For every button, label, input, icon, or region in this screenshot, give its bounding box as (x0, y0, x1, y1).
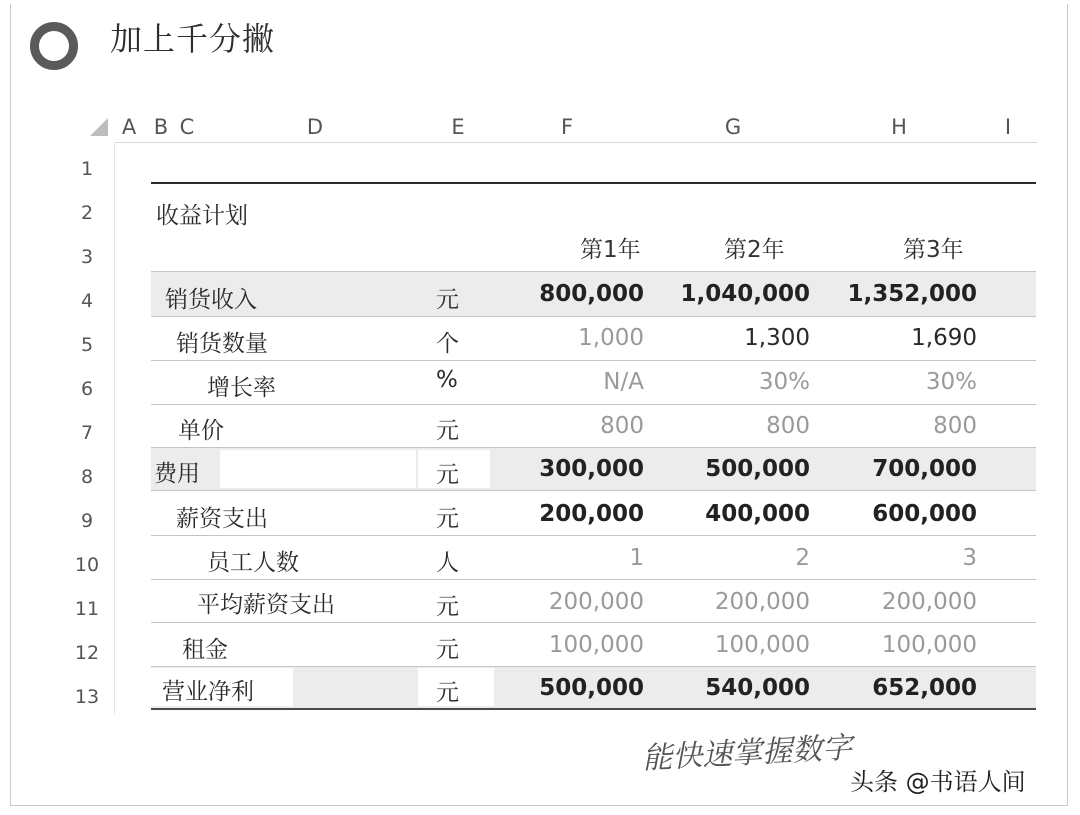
row-unit[interactable]: 元 (436, 594, 459, 620)
page-title: 加上千分撇 (110, 20, 276, 58)
row-number[interactable]: 5 (80, 334, 94, 356)
row-label[interactable]: 销货收入 (165, 287, 257, 313)
value-cell[interactable]: 2 (795, 545, 810, 571)
column-header-g[interactable]: G (724, 115, 742, 139)
row-unit[interactable]: % (436, 367, 458, 393)
value-cell[interactable]: N/A (603, 369, 644, 395)
value-cell[interactable]: 800,000 (539, 281, 644, 307)
ring-icon (30, 22, 78, 70)
row-border (151, 666, 1036, 667)
year-header-3[interactable]: 第3年 (903, 237, 964, 263)
row-number[interactable]: 10 (74, 554, 100, 576)
row-number[interactable]: 12 (74, 642, 100, 664)
row-label[interactable]: 销货数量 (176, 331, 268, 357)
row-border (151, 490, 1036, 491)
value-cell[interactable]: 500,000 (539, 675, 644, 701)
value-cell[interactable]: 100,000 (714, 632, 810, 658)
row-unit[interactable]: 元 (436, 462, 459, 488)
value-cell[interactable]: 200,000 (539, 501, 644, 527)
row-number[interactable]: 7 (80, 422, 94, 444)
table-title[interactable]: 收益计划 (156, 203, 248, 229)
row-border (151, 271, 1036, 272)
column-header-c[interactable]: C (179, 115, 195, 139)
column-header-a[interactable]: A (121, 115, 137, 139)
value-cell[interactable]: 200,000 (714, 589, 810, 615)
table-bottom-border (151, 708, 1036, 710)
value-cell[interactable]: 1 (629, 545, 644, 571)
value-cell[interactable]: 300,000 (539, 456, 644, 482)
column-header-b[interactable]: B (153, 115, 169, 139)
value-cell[interactable]: 1,040,000 (680, 281, 810, 307)
row-border (151, 360, 1036, 361)
column-header-f[interactable]: F (560, 115, 574, 139)
row-number[interactable]: 3 (80, 246, 94, 268)
row-label[interactable]: 增长率 (207, 375, 276, 401)
row-number[interactable]: 8 (80, 466, 94, 488)
row-number[interactable]: 11 (74, 598, 100, 620)
value-cell[interactable]: 800 (600, 413, 644, 439)
column-header-d[interactable]: D (306, 115, 324, 139)
row-number[interactable]: 1 (80, 158, 94, 180)
value-cell[interactable]: 30% (925, 369, 977, 395)
value-cell[interactable]: 540,000 (705, 675, 810, 701)
row-number-divider (114, 142, 115, 714)
row-label[interactable]: 平均薪资支出 (197, 592, 335, 618)
row-unit[interactable]: 元 (436, 637, 459, 663)
value-cell[interactable]: 400,000 (705, 501, 810, 527)
value-cell[interactable]: 100,000 (881, 632, 977, 658)
row-border (151, 316, 1036, 317)
row-number[interactable]: 13 (74, 686, 100, 708)
row-label[interactable]: 租金 (182, 637, 228, 663)
value-cell[interactable]: 30% (758, 369, 810, 395)
row-border (151, 622, 1036, 623)
value-cell[interactable]: 1,000 (578, 325, 644, 351)
value-cell[interactable]: 3 (962, 545, 977, 571)
select-all-corner[interactable] (90, 118, 108, 136)
row-unit[interactable]: 个 (436, 331, 459, 357)
row-border (151, 579, 1036, 580)
row-label[interactable]: 营业净利 (162, 679, 254, 705)
row-label[interactable]: 费用 (154, 461, 200, 487)
row-unit[interactable]: 人 (436, 550, 459, 576)
row-label[interactable]: 薪资支出 (176, 506, 268, 532)
column-header-e[interactable]: E (451, 115, 465, 139)
column-header-i[interactable]: I (1004, 115, 1012, 139)
row-border (151, 404, 1036, 405)
row-unit[interactable]: 元 (436, 418, 459, 444)
year-header-2[interactable]: 第2年 (724, 237, 785, 263)
row-label[interactable]: 单价 (178, 418, 224, 444)
year-header-1[interactable]: 第1年 (580, 237, 641, 263)
header-divider (115, 142, 1037, 143)
row-unit[interactable]: 元 (436, 287, 459, 313)
value-cell[interactable]: 800 (933, 413, 977, 439)
row-number[interactable]: 6 (80, 378, 94, 400)
row-label[interactable]: 员工人数 (207, 550, 299, 576)
value-cell[interactable]: 200,000 (548, 589, 644, 615)
value-cell[interactable]: 1,300 (744, 325, 810, 351)
value-cell[interactable]: 700,000 (872, 456, 977, 482)
value-cell[interactable]: 652,000 (872, 675, 977, 701)
cell-highlight (220, 450, 416, 488)
value-cell[interactable]: 200,000 (881, 589, 977, 615)
row-number[interactable]: 2 (80, 202, 94, 224)
row-unit[interactable]: 元 (436, 506, 459, 532)
row-border (151, 535, 1036, 536)
row-border (151, 447, 1036, 448)
row-number[interactable]: 9 (80, 510, 94, 532)
value-cell[interactable]: 1,690 (911, 325, 977, 351)
value-cell[interactable]: 600,000 (872, 501, 977, 527)
value-cell[interactable]: 800 (766, 413, 810, 439)
value-cell[interactable]: 1,352,000 (847, 281, 977, 307)
row-unit[interactable]: 元 (436, 680, 459, 706)
handwritten-caption: 能快速掌握数字 (641, 730, 853, 777)
table-top-border (151, 182, 1036, 184)
source-watermark: 头条 @书语人间 (850, 768, 1026, 796)
row-number[interactable]: 4 (80, 290, 94, 312)
value-cell[interactable]: 500,000 (705, 456, 810, 482)
value-cell[interactable]: 100,000 (548, 632, 644, 658)
column-header-h[interactable]: H (891, 115, 907, 139)
